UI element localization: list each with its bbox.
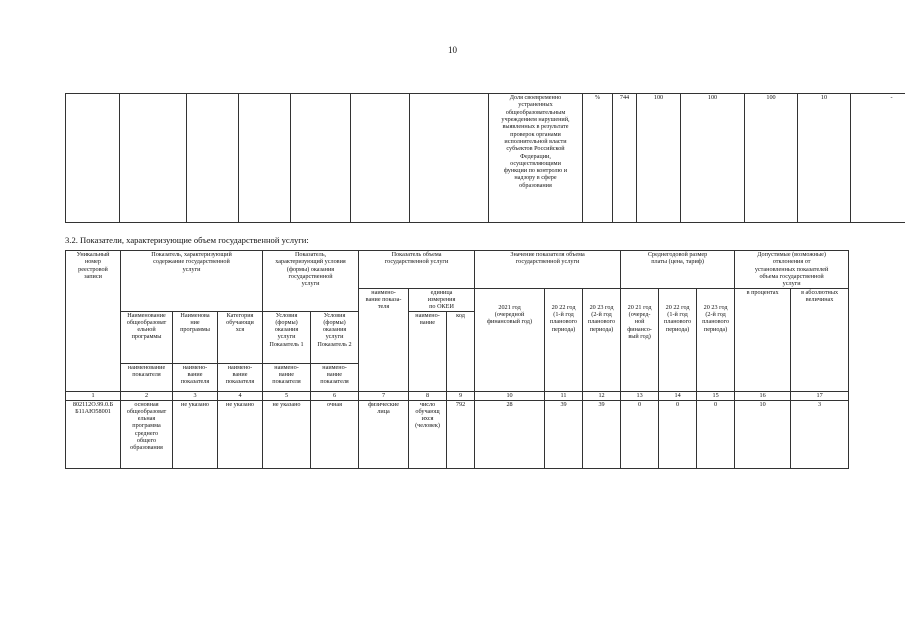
header-program-name: Наименование общеобразоват ельной программы — [121, 311, 173, 363]
fee-2022: 0 — [659, 400, 697, 468]
volume-data-row — [66, 400, 849, 468]
registry-number: 802112О.99.0.Б Б11АЮ58001 — [66, 400, 121, 468]
header-fee-2021-sub: (очеред- ной финансо- вый год) — [621, 311, 659, 391]
column-number: 12 — [583, 391, 621, 400]
header-indicator-name: наименование показателя — [121, 363, 173, 391]
value-2023: 39 — [583, 400, 621, 468]
header-indicator-name: наимено- вание показателя — [218, 363, 263, 391]
empty-cell — [239, 94, 291, 223]
condition-2-value: очная — [311, 400, 359, 468]
header-year-2023-sub: (2-й год планового периода) — [583, 311, 621, 391]
column-number: 5 — [263, 391, 311, 400]
category-value: не указано — [218, 400, 263, 468]
okei-cell: 744 — [613, 94, 637, 223]
header-programs: Наименова ние программы — [173, 311, 218, 363]
column-number: 17 — [791, 391, 849, 400]
header-deviation-group: Допустимые (возможные) отклонения от установленных показателей объема государственной услуги — [735, 251, 849, 289]
condition-1-value: не указано — [263, 400, 311, 468]
header-unit-code: код — [447, 311, 475, 391]
empty-cell — [66, 94, 120, 223]
header-fee-2022: 20 22 год — [659, 288, 697, 311]
column-number: 6 — [311, 391, 359, 400]
header-indicator-name: наимено- вание показателя — [263, 363, 311, 391]
fee-2023: 0 — [697, 400, 735, 468]
fee-2021: 0 — [621, 400, 659, 468]
header-year-2023: 20 23 год — [583, 288, 621, 311]
empty-cell — [410, 94, 489, 223]
header-year-2021: 2021 год — [475, 288, 545, 311]
header-conditions-group: Показатель, характеризующий условия (формы) оказания государственной услуги — [263, 251, 359, 312]
unit-name-value: число обучающ ихся (человек) — [409, 400, 447, 468]
header-condition-2: Условия (формы) оказания услуги Показатель 2 — [311, 311, 359, 363]
quality-indicators-table — [65, 93, 905, 223]
header-fee-2022-sub: (1-й год планового периода) — [659, 311, 697, 391]
header-fee-2023: 20 23 год — [697, 288, 735, 311]
header-dev-percent: в процентах — [735, 288, 791, 311]
column-number: 14 — [659, 391, 697, 400]
section-title: 3.2. Показатели, характеризующие объем государственной услуги: — [65, 235, 309, 245]
header-condition-1: Условия (формы) оказания услуги Показатель 1 — [263, 311, 311, 363]
header-dev-percent-sub — [735, 311, 791, 391]
empty-cell — [120, 94, 187, 223]
column-number: 1 — [66, 391, 121, 400]
deviation-abs: 3 — [791, 400, 849, 468]
header-indicator-name: наимено- вание показателя — [173, 363, 218, 391]
indicator-description: Доля своевременно устраненных общеобразовательным учреждением нарушений, выявленных в результате проверок органами исполнительной власти субъектов Российской Федерации, осуществляющими функции по контролю и надзору в сфере образования — [489, 94, 583, 223]
empty-cell — [291, 94, 351, 223]
header-dev-abs: в абсолютных величинах — [791, 288, 849, 311]
header-unique-number: Уникальный номер реестровой записи — [66, 251, 121, 392]
column-number: 11 — [545, 391, 583, 400]
value-2021: 100 — [637, 94, 681, 223]
header-volume-unit: единица измерения по ОКЕИ — [409, 288, 475, 311]
column-number: 2 — [121, 391, 173, 400]
volume-indicators-table — [65, 250, 849, 469]
program-name: основная общеобразоват ельная программа среднего общего образования — [121, 400, 173, 468]
column-number: 13 — [621, 391, 659, 400]
empty-cell — [351, 94, 410, 223]
column-number: 10 — [475, 391, 545, 400]
programs-value: не указано — [173, 400, 218, 468]
quality-row — [66, 94, 905, 223]
header-volume-group: Показатель объема государственной услуги — [359, 251, 475, 289]
header-fee-2021: 20 21 год — [621, 288, 659, 311]
header-category: Категория обучающи хся — [218, 311, 263, 363]
volume-name-value: физические лица — [359, 400, 409, 468]
deviation-percent: 10 — [735, 400, 791, 468]
header-fee-group: Среднегодовой размер платы (цена, тариф) — [621, 251, 735, 289]
deviation-abs: - — [851, 94, 905, 223]
column-number: 15 — [697, 391, 735, 400]
empty-cell — [187, 94, 239, 223]
column-number: 4 — [218, 391, 263, 400]
unit-cell: % — [583, 94, 613, 223]
value-2022: 39 — [545, 400, 583, 468]
header-year-2022: 20 22 год — [545, 288, 583, 311]
value-2023: 100 — [745, 94, 798, 223]
header-value-group: Значение показателя объема государственной услуги — [475, 251, 621, 289]
unit-code-value: 792 — [447, 400, 475, 468]
column-number: 8 — [409, 391, 447, 400]
column-number: 3 — [173, 391, 218, 400]
header-unit-name: наимено- вание — [409, 311, 447, 391]
deviation-percent: 10 — [798, 94, 851, 223]
header-content-group: Показатель, характеризующий содержание государственной услуги — [121, 251, 263, 312]
header-indicator-name: наимено- вание показателя — [311, 363, 359, 391]
column-number: 9 — [447, 391, 475, 400]
header-volume-name: наимено- вание показа- теля — [359, 288, 409, 391]
column-numbers-row — [66, 391, 849, 400]
header-year-2021-sub: (очередной финансовый год) — [475, 311, 545, 391]
value-2022: 100 — [681, 94, 745, 223]
header-fee-2023-sub: (2-й год планового периода) — [697, 311, 735, 391]
page-number: 10 — [448, 45, 457, 55]
header-year-2022-sub: (1-й год планового периода) — [545, 311, 583, 391]
column-number: 7 — [359, 391, 409, 400]
value-2021: 28 — [475, 400, 545, 468]
column-number: 16 — [735, 391, 791, 400]
header-dev-abs-sub — [791, 311, 849, 391]
